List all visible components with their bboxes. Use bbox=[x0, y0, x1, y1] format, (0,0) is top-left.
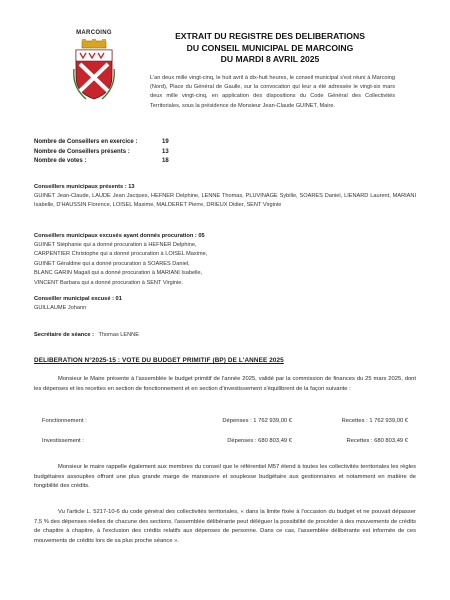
proxy-item: BLANC GARIN Magali qui a donné procuration à MARIANI Isabelle, bbox=[34, 270, 203, 277]
excused-heading: Conseiller municipal excusé : 01 bbox=[34, 296, 122, 302]
budget-label: Investissement : bbox=[42, 438, 84, 444]
count-row-presents bbox=[34, 148, 274, 158]
count-label: Nombre de votes : bbox=[34, 158, 87, 164]
proxy-item: GUINET Stéphanie qui a donné procuration à HEFNER Delphine, bbox=[34, 242, 197, 248]
secretary-name: Thomas LENNE bbox=[98, 332, 139, 338]
budget-recettes: Recettes : 680 803,49 € bbox=[346, 438, 408, 444]
town-name: MARCOING bbox=[76, 30, 112, 36]
count-row-exercice bbox=[34, 138, 274, 148]
council-counts bbox=[34, 138, 274, 167]
secretary-section bbox=[34, 323, 416, 341]
count-label: Nombre de Conseillers présents : bbox=[34, 148, 130, 155]
excused-section bbox=[34, 295, 416, 313]
title-line-3: DU MARDI 8 AVRIL 2025 bbox=[220, 54, 320, 64]
budget-row-investissement bbox=[34, 438, 416, 444]
proxy-item: GUINET Géraldine qui a donné procuration à SOARES Daniel, bbox=[34, 260, 190, 267]
count-value: 13 bbox=[162, 148, 169, 155]
budget-recettes: Recettes : 1 762 939,00 € bbox=[341, 418, 408, 424]
proxy-item: VINCENT Barbara qui a donné procuration à SENT Virginie. bbox=[34, 279, 183, 286]
budget-label: Fonctionnement : bbox=[42, 418, 87, 424]
town-logo bbox=[64, 30, 124, 101]
excused-name: GUILLAUME Johann bbox=[34, 305, 87, 311]
deliberation-title: DELIBERATION N°2025-15 : VOTE DU BUDGET PRIMITIF (BP) DE L'ANNEE 2025 bbox=[34, 357, 284, 364]
count-value: 19 bbox=[162, 139, 169, 145]
count-row-votes bbox=[34, 157, 274, 167]
proxy-item: CARPENTIER Christophe qui a donné procuration à LOISEL Maxime, bbox=[34, 251, 208, 258]
coat-of-arms-icon bbox=[72, 39, 116, 101]
document-title bbox=[150, 31, 390, 66]
secretary-label: Secrétaire de séance : bbox=[34, 332, 95, 338]
excused-proxy-section bbox=[34, 232, 416, 288]
present-members-section bbox=[34, 183, 416, 211]
budget-depenses: Dépenses : 680 803,49 € bbox=[227, 438, 292, 444]
budget-row-fonctionnement bbox=[34, 418, 416, 424]
count-value: 18 bbox=[162, 158, 169, 164]
title-line-1: EXTRAIT DU REGISTRE DES DELIBERATIONS bbox=[175, 31, 365, 41]
budget-depenses: Dépenses : 1 762 939,00 € bbox=[222, 418, 292, 424]
excused-proxy-heading: Conseillers municipaux excusés ayant donnés procuration : 05 bbox=[34, 233, 205, 239]
deliberation-paragraph-2: Monsieur le maire rappelle également aux membres du conseil que le référentiel M57 étend à toutes les collectivités territoriales les règles budgétaires assouplies offrant une plus grande marge de manœuvre et souplesse budgétaire aux gestionnaires et notamment en matière de fongibilité des crédits. bbox=[34, 464, 416, 490]
present-heading: Conseillers municipaux présents : 13 bbox=[34, 184, 135, 190]
deliberation-paragraph-1: Monsieur le Maire présente à l'assemblée le budget primitif de l'année 2025, validé par la commission de finances du 25 mars 2025, dont les dépenses et les recettes en section de fonctionnement et en section d'investissement s'équilibrent de la façon suivante : bbox=[34, 376, 416, 392]
intro-paragraph: L'an deux mille vingt-cinq, le huit avril à dix-huit heures, le conseil municipal s'est réuni à Marcoing (Nord), Place du Général de Gaulle, sur la convocation qui leur a été adressée le vingt-six mars deux mille vingt-cinq, en application des dispositions du Code Général des Collectivités Territoriales, sous la présidence de Monsieur Jean-Claude GUINET, Maire. bbox=[150, 75, 395, 109]
present-list: GUINET Jean-Claude, LAUDE Jean Jacques, HEFNER Delphine, LENNE Thomas, PLUVINAGE Sybille, SOARES Daniel, LIENARD Laurent, MARIANI Isabelle, D'HAUSSIN Florence, LOISEL Maxime, MALDERET Pierre, DRIEUX Didier, SENT Virginie bbox=[34, 193, 416, 209]
count-label: Nombre de Conseillers en exercice : bbox=[34, 139, 138, 145]
deliberation-paragraph-3: Vu l'article L. 5217-10-6 du code général des collectivités territoriales, « dans la limite fixée à l'occasion du budget et ne pouvait dépasser 7,5 % des dépenses réelles de chacune des sections, l'assemblée délibérante peut déléguer la possibilité de procéder à des mouvements de crédits de chapitre à chapitre, à l'exclusion des crédits relatifs aux dépenses de personne. Dans ce cas, l'assemblée délibérante est informée de ces mouvements de crédits lors de sa plus proche séance ». bbox=[34, 509, 416, 544]
title-line-2: DU CONSEIL MUNICIPAL DE MARCOING bbox=[186, 42, 354, 53]
